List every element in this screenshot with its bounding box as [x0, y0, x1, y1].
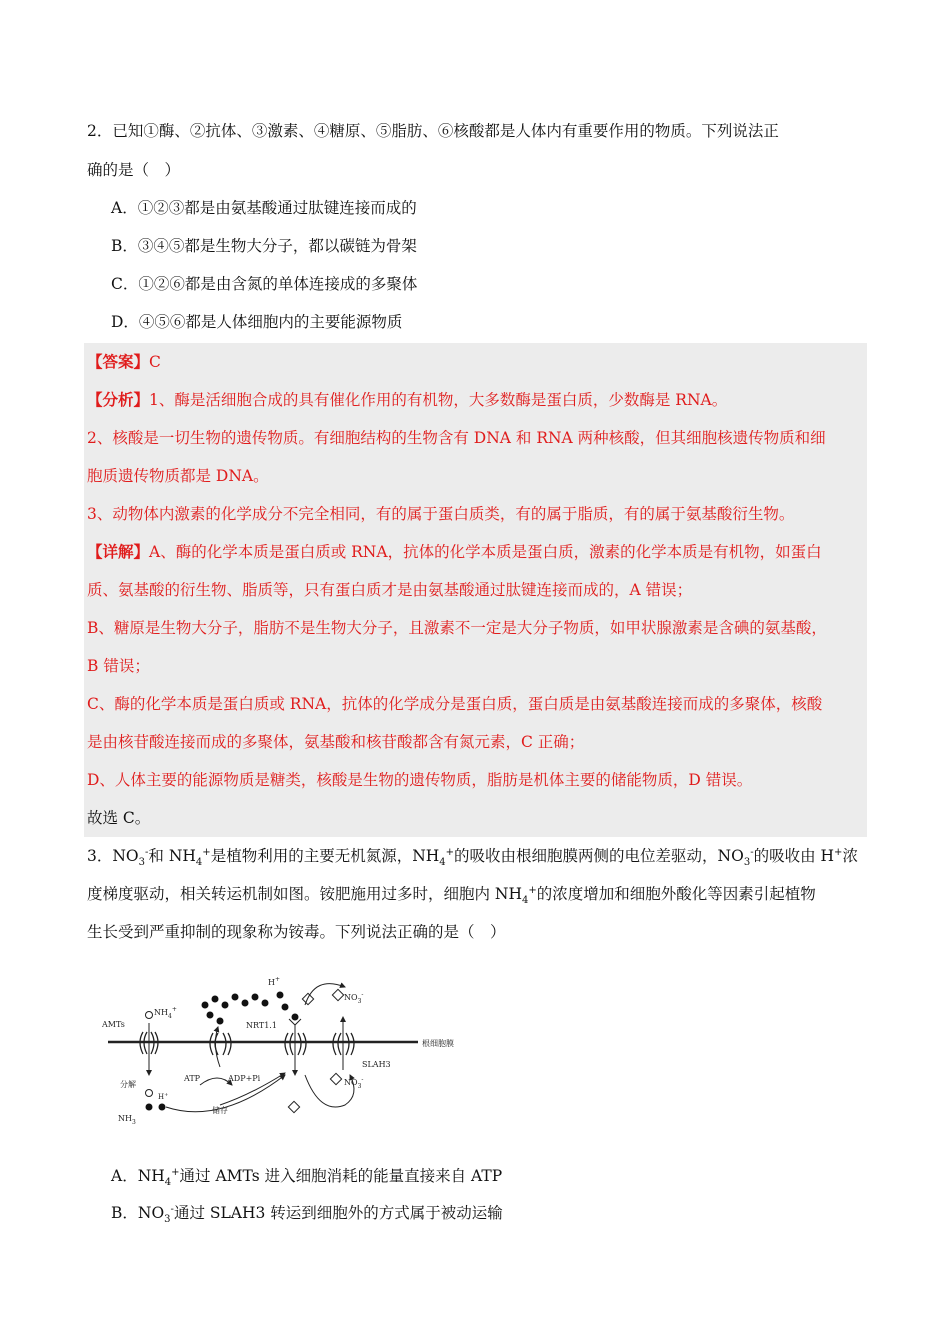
analysis-line-4: 3、动物体内激素的化学成分不完全相同，有的属于蛋白质类，有的属于脂质，有的属于氨基酸衍生物。 — [87, 505, 795, 523]
answer-line — [87, 352, 161, 372]
q2-stem-line2: 确的是（ ） — [87, 161, 181, 179]
adp-label: ADP+Pi — [228, 1074, 261, 1083]
detail-line-6: 是由核苷酸连接而成的多聚体，氨基酸和核苷酸都含有氮元素，C 正确； — [87, 733, 585, 751]
slah3-label: SLAH3 — [362, 1060, 391, 1069]
no3-top-label: $NO_3^-$ — [344, 991, 364, 1005]
q3-stem-line3: 生长受到严重抑制的现象称为铵毒。下列说法正确的是（ ） — [87, 923, 506, 941]
conclusion-line: 故选 C。 — [87, 809, 151, 827]
q3-stem-line2: 度梯度驱动，相关转运机制如图。铵肥施用过多时，细胞内 $NH_4^+$的浓度增加和细胞外酸化等因素引起植物 — [87, 884, 816, 907]
storage-label: 储存 — [212, 1106, 228, 1115]
nrt-label: NRT1.1 — [246, 1021, 277, 1030]
nh3-label: $NH_3$ — [118, 1114, 136, 1126]
fenjie-label: 分解 — [120, 1080, 136, 1089]
membrane-label: 根细胞膜 — [422, 1039, 454, 1048]
detail-line-3: B、糖原是生物大分子，脂肪不是生物大分子，且激素不一定是大分子物质，如甲状腺激素是含碘的氨基酸， — [87, 619, 827, 637]
analysis-line-2: 2、核酸是一切生物的遗传物质。有细胞结构的生物含有 DNA 和 RNA 两种核酸，但其细胞核遗传物质和细 — [87, 429, 826, 447]
slah3-transporter — [333, 1017, 354, 1070]
q2-stem-line1: 2．已知①酶、②抗体、③激素、④糖原、⑤脂肪、⑥核酸都是人体内有重要作用的物质。下列说法正 — [87, 122, 779, 140]
h-top-label: H+ — [268, 976, 281, 987]
detail-label: 【详解】 — [87, 542, 150, 561]
h-bottom-label: H+ — [158, 1092, 169, 1101]
detail-line-2: 质、氨基酸的衍生物、脂质等，只有蛋白质才是由氨基酸通过肽键连接而成的，A 错误； — [87, 581, 693, 599]
analysis-line-1 — [87, 390, 727, 410]
detail-text-1: A、酶的化学本质是蛋白质或 RNA，抗体的化学本质是蛋白质，激素的化学本质是有机物，如蛋白 — [149, 543, 822, 561]
transport-mechanism-diagram — [100, 975, 454, 1126]
detail-line-5: C、酶的化学本质是蛋白质或 RNA，抗体的化学成分是蛋白质，蛋白质是由氨基酸连接而成的多聚体，核酸 — [87, 695, 823, 713]
no3-bottom-label: $NO_3^-$ — [344, 1076, 364, 1090]
q3-option-b: B．$NO_3^-$通过 SLAH3 转运到细胞外的方式属于被动运输 — [111, 1203, 503, 1226]
h-ion-cluster — [202, 992, 299, 1025]
detail-line-1 — [87, 542, 822, 562]
nh4-label: $NH_4^+$ — [154, 1006, 177, 1020]
answer-value: C — [149, 353, 161, 371]
analysis-text-1: 1、酶是活细胞合成的具有催化作用的有机物，大多数酶是蛋白质，少数酶是 RNA。 — [149, 391, 728, 409]
q3-option-a: A．$NH_4^+$通过 AMTs 进入细胞消耗的能量直接来自 ATP — [111, 1166, 503, 1189]
amts-transporter — [140, 1023, 158, 1075]
analysis-label: 【分析】 — [87, 390, 150, 409]
atp-label: ATP — [184, 1074, 201, 1083]
q2-option-a: A．①②③都是由氨基酸通过肽键连接而成的 — [111, 199, 417, 217]
q3-stem-line1: 3．$NO_3^-$和 $NH_4^+$是植物利用的主要无机氮源，$NH_4^+$的吸收由根细胞膜两侧的电位差驱动，$NO_3^-$的吸收由 H+浓 — [87, 846, 858, 869]
q2-option-d: D．④⑤⑥都是人体细胞内的主要能源物质 — [111, 313, 403, 331]
nrt-transporter — [285, 1019, 306, 1075]
answer-label: 【答案】 — [87, 352, 150, 371]
detail-line-7: D、人体主要的能源物质是糖类，核酸是生物的遗传物质，脂肪是机体主要的储能物质，D 错误。 — [87, 771, 753, 789]
q2-option-b: B．③④⑤都是生物大分子，都以碳链为骨架 — [111, 237, 417, 255]
amts-label: AMTs — [102, 1020, 125, 1029]
proton-pump — [210, 1027, 231, 1067]
analysis-line-3: 胞质遗传物质都是 DNA。 — [87, 467, 269, 485]
q2-option-c: C．①②⑥都是由含氮的单体连接成的多聚体 — [111, 275, 418, 293]
detail-line-4: B 错误； — [87, 657, 150, 675]
